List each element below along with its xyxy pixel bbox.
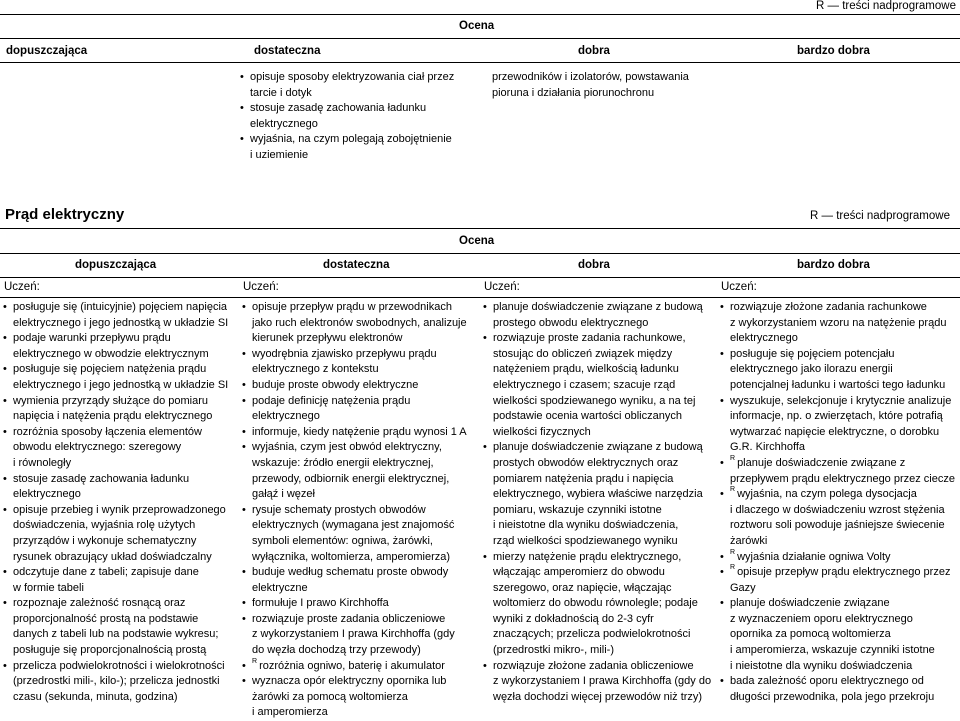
bullet-continuation bbox=[483, 487, 711, 503]
bullet-item bbox=[242, 300, 467, 316]
bullet-item bbox=[242, 394, 467, 410]
bullet-continuation bbox=[242, 534, 467, 550]
bullet-continuation bbox=[3, 674, 228, 690]
bullet-continuation bbox=[720, 581, 955, 597]
bullet-item bbox=[483, 331, 711, 347]
level-dobra-top: dobra bbox=[578, 45, 610, 57]
item-text: odczytuje dane z tabeli; zapisuje dane bbox=[13, 566, 199, 579]
item-text: natężeniem prądu, wielkością ładunku bbox=[493, 363, 679, 376]
bullet-item bbox=[3, 596, 228, 612]
bullet-continuation bbox=[3, 378, 228, 394]
item-text: stosując do obliczeń związek między bbox=[493, 347, 673, 360]
bullet-item bbox=[242, 378, 467, 394]
bullet-continuation bbox=[482, 70, 689, 86]
ocena-header-top: Ocena bbox=[459, 20, 495, 32]
bullet-continuation bbox=[483, 472, 711, 488]
level-dostateczna: dostateczna bbox=[323, 259, 390, 271]
bullet-continuation bbox=[240, 86, 454, 102]
bullet-item bbox=[240, 70, 454, 86]
item-text: planuje doświadczenie związane z bbox=[737, 456, 906, 469]
bullet-item bbox=[242, 674, 467, 690]
bullet-continuation bbox=[3, 456, 228, 472]
item-text: Gazy bbox=[730, 581, 756, 594]
item-text: wielkości fizycznych bbox=[493, 425, 591, 438]
item-text: (przedrostki mikro-, mili-) bbox=[493, 644, 614, 657]
bullet-continuation bbox=[242, 472, 467, 488]
r-mark: R bbox=[730, 548, 736, 556]
bullet-item bbox=[3, 331, 228, 347]
bullet-continuation bbox=[483, 596, 711, 612]
item-text: wyłącznika, woltomierza, amperomierza) bbox=[252, 550, 451, 563]
bullet-continuation bbox=[483, 362, 711, 378]
bullet-continuation bbox=[720, 659, 955, 675]
col-dopuszczajaca bbox=[3, 300, 228, 705]
bullet-item bbox=[720, 456, 955, 472]
item-text: elektrycznych (wymagana jest znajomość bbox=[252, 519, 455, 532]
item-text: posługuje się proporcjonalnością prostą bbox=[13, 644, 207, 657]
item-text: danych z tabeli lub na podstawie wykresu; bbox=[13, 628, 219, 641]
divider bbox=[0, 62, 960, 63]
item-text: przewody, odbiornik energii elektrycznej, bbox=[252, 472, 450, 485]
item-text: do węzła dochodzą trzy przewody) bbox=[252, 644, 421, 657]
bullet-continuation bbox=[720, 378, 955, 394]
bullet-continuation bbox=[483, 347, 711, 363]
bullet-continuation bbox=[720, 534, 955, 550]
bullet-continuation bbox=[483, 627, 711, 643]
bullet-item bbox=[720, 550, 955, 566]
item-text: opisuje przebieg i wynik przeprowadzonego bbox=[13, 503, 226, 516]
item-text: rozwiązuje złożone zadania obliczeniowe bbox=[493, 659, 694, 672]
item-text: wytwarzać napięcie elektryczne, o dorobku bbox=[730, 425, 940, 438]
divider bbox=[0, 38, 960, 39]
col-dostateczna bbox=[242, 300, 467, 721]
bullet-item bbox=[240, 132, 454, 148]
item-text: elektrycznego bbox=[730, 332, 798, 345]
bullet-item bbox=[720, 300, 955, 316]
item-text: elektrycznego i jego jednostką w układzie SI bbox=[13, 378, 229, 391]
bullet-continuation bbox=[483, 378, 711, 394]
r-mark: R bbox=[730, 564, 736, 572]
item-text: wskazuje: źródło energii elektrycznej, bbox=[252, 456, 434, 469]
bullet-item bbox=[242, 596, 467, 612]
divider bbox=[0, 277, 960, 278]
item-text: kierunek przepływu elektronów bbox=[252, 332, 403, 345]
bullet-continuation bbox=[240, 117, 454, 133]
bullet-continuation bbox=[483, 674, 711, 690]
bullet-item bbox=[3, 659, 228, 675]
bullet-continuation bbox=[242, 409, 467, 425]
bullet-continuation bbox=[3, 643, 228, 659]
bullet-continuation bbox=[242, 456, 467, 472]
bullet-continuation bbox=[483, 690, 711, 706]
bullet-item bbox=[3, 394, 228, 410]
bullet-item bbox=[242, 440, 467, 456]
item-text: elektrycznego i czasem; szacuje rząd bbox=[493, 378, 676, 391]
bullet-item bbox=[3, 362, 228, 378]
item-text: znaczących; przelicza podwielokrotności bbox=[493, 628, 691, 641]
item-text: posługuje się pojęciem potencjału bbox=[730, 347, 895, 360]
item-text: prostych obwodów elektrycznych oraz bbox=[493, 456, 679, 469]
item-text: i amperomierza bbox=[252, 706, 328, 719]
bullet-item bbox=[720, 394, 955, 410]
item-text: wyjaśnia, czym jest obwód elektryczny, bbox=[252, 441, 442, 454]
bullet-continuation bbox=[242, 627, 467, 643]
item-text: rozwiązuje złożone zadania rachunkowe bbox=[730, 301, 927, 313]
item-text: informacje, np. o zwierzętach, które potrafią bbox=[730, 410, 943, 423]
bullet-item bbox=[720, 565, 955, 581]
r-mark: R bbox=[730, 486, 736, 494]
item-text: czasu (sekunda, minuta, godzina) bbox=[13, 690, 178, 703]
item-text: elektrycznego w obwodzie elektrycznym bbox=[13, 347, 209, 360]
bullet-continuation bbox=[720, 440, 955, 456]
divider bbox=[0, 228, 960, 229]
item-text: wyszukuje, selekcjonuje i krytycznie analizuje bbox=[730, 394, 952, 407]
bullet-item bbox=[3, 425, 228, 441]
item-text: napięcia i natężenia prądu elektrycznego bbox=[13, 410, 213, 423]
bullet-item bbox=[483, 659, 711, 675]
bullet-item bbox=[3, 503, 228, 519]
bullet-continuation bbox=[720, 316, 955, 332]
bullet-item bbox=[242, 565, 467, 581]
item-text: w formie tabeli bbox=[13, 581, 84, 594]
bullet-continuation bbox=[3, 690, 228, 706]
r-mark: R bbox=[730, 454, 736, 462]
item-text: buduje proste obwody elektryczne bbox=[252, 378, 419, 391]
item-text: włączając amperomierz do obwodu bbox=[493, 566, 665, 579]
item-text: elektrycznego, wybiera właściwe narzędzia bbox=[493, 488, 703, 501]
bullet-continuation bbox=[720, 518, 955, 534]
bullet-item bbox=[242, 612, 467, 628]
item-text: elektrycznego bbox=[250, 117, 318, 130]
divider bbox=[0, 253, 960, 254]
item-text: rozpoznaje zależność rosnącą oraz bbox=[13, 597, 186, 610]
item-text: z wykorzystaniem wzoru na natężenie prądu bbox=[730, 316, 947, 329]
item-text: elektrycznego z kontekstu bbox=[252, 363, 379, 376]
item-text: przelicza podwielokrotności i wielokrotności bbox=[13, 659, 225, 672]
bullet-item bbox=[3, 472, 228, 488]
bullet-continuation bbox=[242, 362, 467, 378]
item-text: formułuje I prawo Kirchhoffa bbox=[252, 597, 389, 610]
item-text: i nieistotne dla wyniku doświadczenia, bbox=[493, 519, 679, 532]
item-text: elektrycznego i jego jednostką w układzie SI bbox=[13, 316, 229, 329]
item-text: wyznacza opór elektryczny opornika lub bbox=[252, 675, 447, 688]
bullet-continuation bbox=[483, 643, 711, 659]
r-mark: R bbox=[252, 657, 258, 665]
item-text: podaje definicję natężenia prądu bbox=[252, 394, 411, 407]
item-text: mierzy natężenie prądu elektrycznego, bbox=[493, 550, 682, 563]
item-text: rozwiązuje proste zadania obliczeniowe bbox=[252, 612, 446, 625]
item-text: obwodu elektrycznego: szeregowy bbox=[13, 441, 182, 454]
col-bardzo-dobra bbox=[720, 300, 955, 705]
bullet-continuation bbox=[242, 550, 467, 566]
uczen-label-1: Uczeń: bbox=[4, 281, 40, 293]
bullet-continuation bbox=[242, 690, 467, 706]
bullet-continuation bbox=[483, 456, 711, 472]
item-text: z wyznaczeniem oporu elektrycznego bbox=[730, 612, 913, 625]
bullet-continuation bbox=[242, 581, 467, 597]
bullet-continuation bbox=[483, 503, 711, 519]
item-text: żarówki za pomocą woltomierza bbox=[252, 690, 408, 703]
bullet-continuation bbox=[720, 409, 955, 425]
ocena-header: Ocena bbox=[459, 235, 495, 247]
bullet-continuation bbox=[3, 627, 228, 643]
item-text: elektrycznego bbox=[13, 488, 81, 501]
item-text: przepływem prądu elektrycznego przez ciecze bbox=[730, 472, 955, 485]
bullet-item bbox=[720, 596, 955, 612]
bullet-item bbox=[483, 550, 711, 566]
item-text: węzła dochodzi więcej przewodów niż trzy) bbox=[493, 690, 703, 703]
item-text: opisuje przepływ prądu w przewodnikach bbox=[252, 301, 452, 313]
bullet-continuation bbox=[483, 612, 711, 628]
top-col-dobra bbox=[482, 70, 689, 101]
bullet-continuation bbox=[3, 518, 228, 534]
item-text: wyniki z dokładnością do 2-3 cyfr bbox=[493, 612, 654, 625]
section-title: Prąd elektryczny bbox=[5, 206, 125, 223]
legend-section: R — treści nadprogramowe bbox=[810, 210, 950, 222]
item-text: tarcie i dotyk bbox=[250, 86, 312, 99]
bullet-continuation bbox=[483, 581, 711, 597]
item-text: buduje według schematu proste obwody bbox=[252, 566, 449, 579]
bullet-continuation bbox=[720, 627, 955, 643]
bullet-item bbox=[483, 300, 711, 316]
bullet-continuation bbox=[483, 316, 711, 332]
bullet-continuation bbox=[483, 565, 711, 581]
item-text: potencjalnej ładunku i wartości tego ładunku bbox=[730, 378, 946, 391]
item-text: rząd wielkości spodziewanego wyniku bbox=[493, 534, 678, 547]
item-text: stosuje zasadę zachowania ładunku bbox=[13, 472, 190, 485]
bullet-continuation bbox=[483, 518, 711, 534]
bullet-item bbox=[242, 425, 467, 441]
bullet-continuation bbox=[3, 581, 228, 597]
item-text: podaje warunki przepływu prądu bbox=[13, 332, 171, 345]
item-text: pomiaru, wskazuje czynniki istotne bbox=[493, 503, 662, 516]
level-dostateczna-top: dostateczna bbox=[254, 45, 321, 57]
item-text: z wykorzystaniem I prawa Kirchhoffa (gdy do bbox=[493, 675, 712, 688]
item-text: planuje doświadczenie związane z budową bbox=[493, 301, 703, 313]
item-text: rysunek obrazujący układ doświadczalny bbox=[13, 550, 212, 563]
item-text: wyjaśnia, na czym polega dysocjacja bbox=[737, 488, 917, 501]
level-dopuszczajaca: dopuszczająca bbox=[75, 259, 157, 271]
item-text: elektrycznego jako ilorazu energii bbox=[730, 363, 893, 376]
item-text: stosuje zasadę zachowania ładunku bbox=[250, 102, 427, 115]
item-text: posługuje się pojęciem natężenia prądu bbox=[13, 363, 207, 376]
item-text: opornika za pomocą woltomierza bbox=[730, 628, 891, 641]
bullet-continuation bbox=[720, 472, 955, 488]
level-dobra: dobra bbox=[578, 259, 610, 271]
bullet-continuation bbox=[720, 612, 955, 628]
item-text: żarówki bbox=[730, 534, 768, 547]
bullet-continuation bbox=[720, 425, 955, 441]
bullet-continuation bbox=[242, 705, 467, 721]
bullet-continuation bbox=[3, 612, 228, 628]
item-text: wyjaśnia działanie ogniwa Volty bbox=[737, 550, 891, 563]
top-col-dostateczna bbox=[240, 70, 454, 164]
item-text: opisuje przepływ prądu elektrycznego przez bbox=[737, 566, 951, 579]
item-text: (przedrostki mili-, kilo-); przelicza jednostki bbox=[13, 675, 220, 688]
item-text: elektryczne bbox=[252, 581, 308, 594]
item-text: pomiarem natężenia prądu i napięcia bbox=[493, 472, 674, 485]
bullet-continuation bbox=[482, 86, 689, 102]
bullet-item bbox=[720, 347, 955, 363]
bullet-continuation bbox=[483, 534, 711, 550]
item-text: i amperomierza, wskazuje czynniki istotne bbox=[730, 644, 935, 657]
item-text: przewodników i izolatorów, powstawania bbox=[492, 71, 689, 83]
item-text: informuje, kiedy natężenie prądu wynosi 1 A bbox=[252, 425, 467, 438]
bullet-item bbox=[240, 101, 454, 117]
item-text: wymienia przyrządy służące do pomiaru bbox=[13, 394, 209, 407]
bullet-item bbox=[483, 440, 711, 456]
bullet-continuation bbox=[3, 409, 228, 425]
item-text: rozróżnia ogniwo, baterię i akumulator bbox=[259, 659, 445, 672]
bullet-continuation bbox=[720, 362, 955, 378]
item-text: planuje doświadczenie związane z budową bbox=[493, 441, 703, 454]
legend-top: R — treści nadprogramowe bbox=[816, 0, 956, 12]
item-text: z wykorzystaniem I prawa Kirchhoffa (gdy bbox=[252, 628, 455, 641]
item-text: wyodrębnia zjawisko przepływu prądu bbox=[252, 347, 437, 360]
bullet-continuation bbox=[3, 347, 228, 363]
level-bardzo-dobra-top: bardzo dobra bbox=[797, 45, 870, 57]
col-dobra bbox=[483, 300, 711, 705]
item-text: i dlaczego w doświadczeniu wzrost stężenia bbox=[730, 503, 945, 516]
bullet-continuation bbox=[483, 394, 711, 410]
bullet-continuation bbox=[3, 440, 228, 456]
item-text: szeregowo, oraz napięcie, włączając bbox=[493, 581, 672, 594]
divider bbox=[0, 297, 960, 298]
item-text: proporcjonalność prostą na podstawie bbox=[13, 612, 199, 625]
bullet-continuation bbox=[3, 487, 228, 503]
item-text: wielkości spodziewanego wyniku, a na tej bbox=[493, 394, 696, 407]
item-text: doświadczenia, wyjaśnia rolę użytych bbox=[13, 519, 196, 532]
item-text: rozróżnia sposoby łączenia elementów bbox=[13, 425, 202, 438]
item-text: i uziemienie bbox=[250, 148, 309, 161]
bullet-item bbox=[720, 674, 955, 690]
item-text: planuje doświadczenie związane bbox=[730, 597, 890, 610]
item-text: symboli elementów: ogniwa, żarówki, bbox=[252, 534, 433, 547]
bullet-item bbox=[242, 347, 467, 363]
item-text: posługuje się (intuicyjnie) pojęciem napięcia bbox=[13, 301, 228, 313]
item-text: rysuje schematy prostych obwodów bbox=[252, 503, 426, 516]
item-text: bada zależność oporu elektrycznego od bbox=[730, 675, 924, 688]
item-text: elektrycznego bbox=[252, 410, 320, 423]
bullet-continuation bbox=[242, 487, 467, 503]
item-text: podstawie ocenia wartości obliczanych bbox=[493, 410, 682, 423]
item-text: przyrządów i wykonuje schematyczny bbox=[13, 534, 197, 547]
item-text: prostego obwodu elektrycznego bbox=[493, 316, 649, 329]
item-text: G.R. Kirchhoffa bbox=[730, 441, 805, 454]
uczen-label-3: Uczeń: bbox=[484, 281, 520, 293]
bullet-continuation bbox=[720, 331, 955, 347]
uczen-label-2: Uczeń: bbox=[243, 281, 279, 293]
bullet-item bbox=[720, 487, 955, 503]
uczen-label-4: Uczeń: bbox=[721, 281, 757, 293]
bullet-item bbox=[242, 503, 467, 519]
bullet-continuation bbox=[483, 425, 711, 441]
bullet-item bbox=[3, 300, 228, 316]
divider bbox=[0, 14, 960, 15]
bullet-continuation bbox=[3, 316, 228, 332]
item-text: jako ruch elektronów swobodnych, analizuje bbox=[252, 316, 467, 329]
item-text: pioruna i działania piorunochronu bbox=[492, 86, 655, 99]
bullet-item bbox=[3, 565, 228, 581]
bullet-continuation bbox=[720, 503, 955, 519]
bullet-continuation bbox=[720, 643, 955, 659]
bullet-continuation bbox=[242, 331, 467, 347]
item-text: roztworu soli powoduje jaśniejsze świecenie bbox=[730, 519, 945, 532]
item-text: opisuje sposoby elektryzowania ciał przez bbox=[250, 71, 455, 83]
bullet-continuation bbox=[242, 643, 467, 659]
bullet-continuation bbox=[483, 409, 711, 425]
level-dopuszczajaca-top: dopuszczająca bbox=[6, 45, 88, 57]
bullet-item bbox=[242, 659, 467, 675]
item-text: i nieistotne dla wyniku doświadczenia bbox=[730, 659, 913, 672]
item-text: woltomierz do obwodu równolegle; podaje bbox=[493, 597, 698, 610]
bullet-continuation bbox=[720, 690, 955, 706]
item-text: długości przewodnika, pola jego przekroju bbox=[730, 690, 935, 703]
bullet-continuation bbox=[240, 148, 454, 164]
bullet-continuation bbox=[242, 316, 467, 332]
item-text: wyjaśnia, na czym polegają zobojętnienie bbox=[250, 133, 452, 146]
bullet-continuation bbox=[3, 534, 228, 550]
item-text: rozwiązuje proste zadania rachunkowe, bbox=[493, 332, 686, 345]
level-bardzo-dobra: bardzo dobra bbox=[797, 259, 870, 271]
item-text: i równoległy bbox=[13, 456, 72, 469]
bullet-continuation bbox=[242, 518, 467, 534]
bullet-continuation bbox=[3, 550, 228, 566]
item-text: gałąź i węzeł bbox=[252, 488, 315, 501]
